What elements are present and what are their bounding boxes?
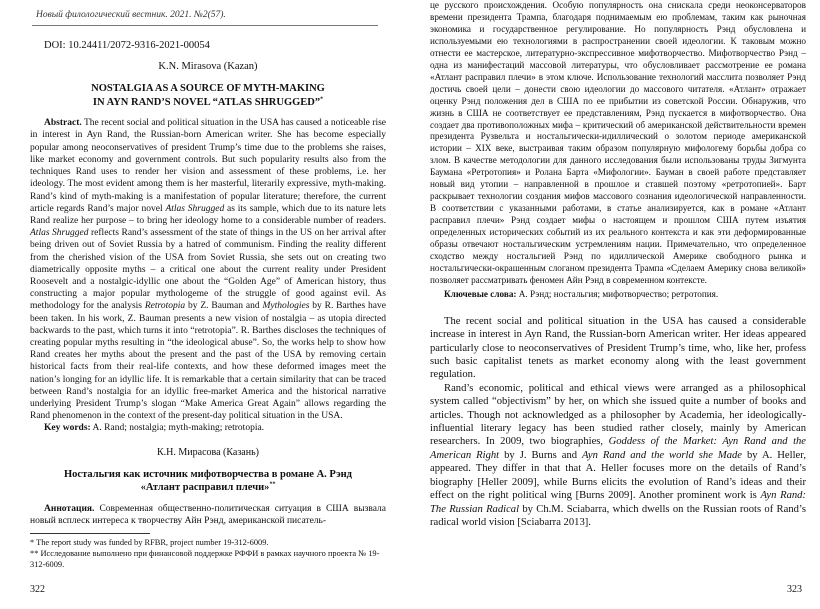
doi: DOI: 10.24411/2072-9316-2021-00054 bbox=[44, 40, 210, 51]
abstract-en bbox=[30, 117, 386, 422]
footnote-1: * The report study was funded by RFBR, project number 19-312-6009. bbox=[30, 538, 269, 548]
abstract-label: Abstract. bbox=[44, 118, 82, 129]
abstract-text-5: by R. Barthes have been taken. In his work, Z. Bauman presents a new vision of nostalgia – as utopia directed backwards to the past, which turns it into “retrotopia”. R. Barthes discloses the techniques of creating popular myths resulting in “the ideological abuse”. So, the works help to show how Rand creates her myths about the present and the past of the USA by removing certain historical facts from their real-life contexts, and how these deformed images meet the nation’s longing for an idyllic life. It is remarkable that a certain similarity that can be traced between Rand’s nostalgia for an idyllic free-market America and the historical narrative underlying President Trump’s slogan “Make America Great Again” allows regarding the Rand phenomenon in the context of the present-day political situation in the USA. bbox=[30, 301, 386, 422]
title-en-line2: IN AYN RAND’S NOVEL “ATLAS SHRUGGED” bbox=[92, 96, 321, 108]
keywords-ru-label: Ключевые слова: bbox=[444, 288, 517, 299]
article-title-ru bbox=[30, 468, 386, 495]
title-en-line1: NOSTALGIA AS A SOURCE OF MYTH-MAKING bbox=[91, 83, 325, 94]
page-number-right: 323 bbox=[787, 584, 802, 595]
body-biography-2: Ayn Rand and the world she Made bbox=[582, 449, 743, 461]
header-rule bbox=[32, 25, 378, 26]
body-p2-text-d: by Ch.M. Sciabarra, which dwells on the Russian roots of Rand’s radical world vision [Sciabarra 2013]. bbox=[430, 503, 806, 528]
keywords-en bbox=[30, 422, 386, 434]
body-p2-text-a: Rand’s economic, political and ethical views were arranged as a philosophical system called “objectivism” by her, on which she issued quite a number of books and articles. Though not acknowledged as a philosopher by Academia, her ideologically-influential literary legacy has been studied rather closely, mainly by American researchers. In 2009, two biographies, bbox=[430, 382, 806, 448]
abstract-book-mythologies: Mythologies bbox=[262, 301, 310, 312]
article-title-en bbox=[30, 82, 386, 109]
body-p2-text-b: by J. Burns and bbox=[499, 449, 583, 461]
keywords-text: A. Rand; nostalgia; myth-making; retrotopia. bbox=[90, 423, 265, 434]
keywords-label: Key words: bbox=[44, 423, 91, 434]
title-ru-line1: Ностальгия как источник мифотворчества в романе А. Рэнд bbox=[64, 468, 352, 480]
body-work-3: Ayn Rand: The Russian Radical bbox=[430, 490, 806, 515]
keywords-ru-text: А. Рэнд; ностальгия; мифотворчество; ретротопия. bbox=[516, 288, 719, 299]
section-gap bbox=[430, 301, 806, 315]
body-biography-1: Goddess of the Market: Ayn Rand and the American Right bbox=[430, 436, 807, 461]
footnote-2: ** Исследование выполнено при финансовой поддержке РФФИ в рамках научного проекта № 19-312-6009. bbox=[30, 549, 380, 570]
body-paragraph-1: The recent social and political situation in the USA has caused a considerable increase in interest in Ayn Rand, the Russian-born American writer. Her ideas appeared particularly close to neoconservatives of President Trump’s time, who, like her, profess such basic capitalist tenets as market economy along with the least government regulation. bbox=[430, 315, 806, 381]
abstract-text-2: as its sample, which due to its nature lets Rand realize her purpose – to bring her ideology home to a considerable number of readers. bbox=[30, 203, 386, 226]
right-page bbox=[410, 0, 820, 609]
abstract-novel-title-2: Atlas Shrugged bbox=[30, 228, 89, 239]
keywords-ru bbox=[430, 289, 806, 301]
author-en: K.N. Mirasova (Kazan) bbox=[158, 61, 258, 72]
abstract-text-3: reflects Rand’s assessment of the state of things in the US on her arrival after being driven out of Soviet Russia by a hatred of communism. Finding the reality different from the cherished vision of the USA from Soviet Russia, she sets out on creating two diametrically opposite myths – a critical one about the current reality under President Roosevelt and a nostalgic-idyllic one about the “Golden Age” of American history, thus constructing a major popular mythologeme of the struggle of good against evil. As methodology for the analysis bbox=[30, 228, 386, 312]
annotation-ru-continued: це русского происхождения. Особую популярность она снискала среди неоконсерваторов времени президента Трампа, благодаря поднимаемым ею проблемам, таким как рыночная экономика и государственное регулирование. Но популярность Рэнд обусловлена и используемыми ею технологиями в распространении своей идеологии. К таковым можно отнести ее мастерское, литературно-экспрессивное мифотворчество. Мифотворчество Рэнд – одна из манифестаций массовой литературы, что обусловливает рассмотрение ее романа «Атлант расправил плечи» в этом ключе. Использование технологий масслита позволяет Рэнд достичь своей цели – донести свою идеологии до массового читателя. «Атлант» отражает оценку Рэнд положения дел в США по ее прибытии из советской России. Обнаружив, что жизнь в США не соответствует ее представлениям, Рэнд пускается в мифотворчество. Она создает два противоположных мифа – критический об американской действительности времен президента Рузвельта и ностальгически-идиллический о золотом периоде американской истории – XIX веке, выстраивая таким образом популярную мифологему борьбы добра со злом. В качестве методологии для данного исследования были использованы труды Зигмунта Баумана «Ретротопия» и Ролана Барта «Мифологии». Бауман в своей работе представляет новый вид утопии – направленной в прошлое и ставшей поэтому «ретротопией». Барт раскрывает технологии создания мифов массового сознания идеологической направленности. В соответствии с указанными работами, в статье анализируется, как в романе «Атлант расправил плечи» Рэнд создает мифы о настоящем и прошлом США путем изъятия определенных исторических событий из их реального контекста и как эти деформированные образы отвечают ностальгическим устремлениям нации. Примечательно, что определенное сходство между ностальгией Рэнд по идиллической Америке свободного рынка и ностальгически-окрашенным слоганом президента Трампа «Сделаем Америку снова великой» позволяет рассматривать феномен Айн Рэнд в современном контексте. bbox=[430, 0, 806, 285]
abstract-novel-title: Atlas Shrugged bbox=[165, 203, 225, 214]
footnote-mark-1: * bbox=[320, 96, 324, 103]
author-ru: К.Н. Мирасова (Казань) bbox=[157, 446, 259, 458]
title-ru-line2: «Атлант расправил плечи» bbox=[140, 482, 270, 494]
body-paragraph-2 bbox=[430, 382, 806, 529]
abstract-text-1: The recent social and political situation in the USA has caused a noticeable rise in interest in Ayn Rand, the Russian-born American writer. She has become especially popular among neoconservatives of president Trump’s time due to the problems she raises, like market economy and government controls. But such popularity results also from the techniques Rand uses to render her vision and assessment of these problems, i.e. her ideology. The most evident among them is her masterful, literarily expressive, myth-making. Rand’s kind of myth-making is a manifestation of popular literature; therefore, the current article regards Rand’s major novel bbox=[30, 118, 386, 214]
abstract-book-retrotopia: Retrotopia bbox=[144, 301, 186, 312]
annotation-label: Аннотация. bbox=[44, 503, 95, 514]
journal-header: Новый филологический вестник. 2021. №2(57). bbox=[36, 10, 226, 20]
annotation-ru bbox=[30, 503, 386, 527]
footnote-rule bbox=[30, 533, 150, 534]
annotation-text: Современная общественно-политическая ситуация в США вызвала новый всплеск интереса к творчеству Айн Рэнд, американской писатель- bbox=[30, 503, 386, 527]
footnote-mark-2: ** bbox=[269, 481, 276, 488]
page-number-left: 322 bbox=[30, 584, 45, 595]
body-p2-text-c: by A. Heller, appeared. They differ in that that A. Heller focuses more on the details of Rand’s biography [Heller 2009], while Burns elicits the evolution of Rand’s ideas and their effect on the right political wing [Burns 2009]. Another prominent work is bbox=[430, 449, 806, 502]
abstract-text-4: by Z. Bauman and bbox=[185, 301, 263, 312]
